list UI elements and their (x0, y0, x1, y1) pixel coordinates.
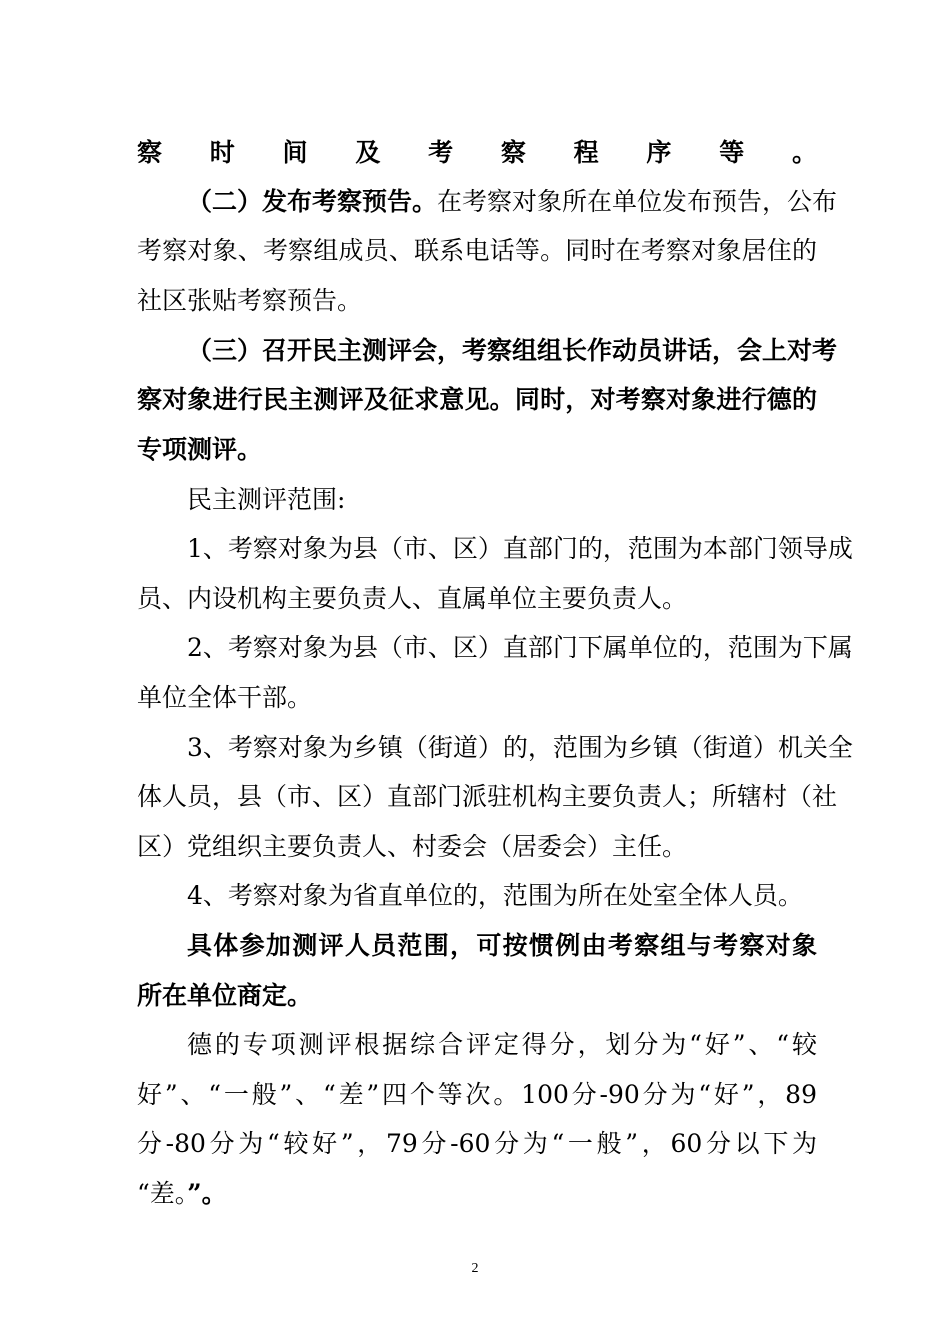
list-item-line (187, 731, 853, 765)
section-heading: （二）发布考察预告。 (187, 187, 438, 216)
text-line (137, 780, 838, 814)
text-run: 1、考察对象为县（市、区）直部门的，范围为本部门领导成 (187, 534, 853, 563)
text-run: 所在单位商定。 (137, 981, 313, 1010)
text-line (137, 284, 817, 318)
text-line (187, 929, 817, 963)
text-run: 区）党组织主要负责人、村委会（居委会）主任。 (137, 832, 688, 861)
text-run: 察对象进行民主测评及征求意见。同时，对考察对象进行德的 (137, 385, 817, 414)
text-line (137, 830, 817, 864)
section-heading-line (187, 334, 838, 368)
text-line (137, 234, 817, 268)
text-line (137, 136, 817, 170)
text-line (137, 1078, 817, 1112)
section-heading: （三）召开民主测评会，考察组组长作动员讲话，会上对考 (187, 336, 838, 365)
section-heading-line (187, 185, 838, 219)
page-number: 2 (471, 1261, 479, 1276)
text-run: 察时间及考察程序等。 (137, 138, 817, 167)
text-run: 员、内设机构主要负责人、直属单位主要负责人。 (137, 584, 688, 613)
text-run: 在考察对象所在单位发布预告，公布 (437, 187, 838, 216)
text-run: 3、考察对象为乡镇（街道）的，范围为乡镇（街道）机关全 (187, 733, 853, 762)
text-line (137, 681, 817, 715)
text-run: 专项测评。 (137, 435, 263, 464)
text-run: 民主测评范围: (187, 485, 346, 514)
text-line (187, 483, 817, 517)
list-item-line (187, 532, 853, 566)
text-run: 德的专项测评根据综合评定得分，划分为“好”、“较 (187, 1030, 817, 1059)
text-run: 考察对象、考察组成员、联系电话等。同时在考察对象居住的 (137, 236, 817, 265)
text-run: 4、考察对象为省直单位的，范围为所在处室全体人员。 (187, 881, 803, 910)
text-run: 好”、“一般”、“差”四个等次。100分-90分为“好”，89 (137, 1080, 817, 1109)
text-run: 社区张贴考察预告。 (137, 286, 363, 315)
text-run: 具体参加测评人员范围，可按惯例由考察组与考察对象 (187, 931, 817, 960)
text-run: 2、考察对象为县（市、区）直部门下属单位的，范围为下属 (187, 633, 853, 662)
text-line (137, 1127, 817, 1161)
text-run: 体人员，县（市、区）直部门派驻机构主要负责人；所辖村（社 (137, 782, 838, 811)
list-item-line (187, 631, 853, 665)
text-run: “差。 (137, 1179, 188, 1208)
text-line (137, 433, 817, 467)
text-line (137, 1177, 817, 1211)
text-line (137, 383, 817, 417)
text-run: 分-80分为“较好”，79分-60分为“一般”，60分以下为 (137, 1129, 817, 1158)
list-item-line (187, 879, 817, 913)
text-run: 单位全体干部。 (137, 683, 313, 712)
text-line (137, 582, 817, 616)
text-line (137, 979, 817, 1013)
text-run: ”。 (187, 1179, 227, 1208)
text-line (187, 1028, 817, 1062)
